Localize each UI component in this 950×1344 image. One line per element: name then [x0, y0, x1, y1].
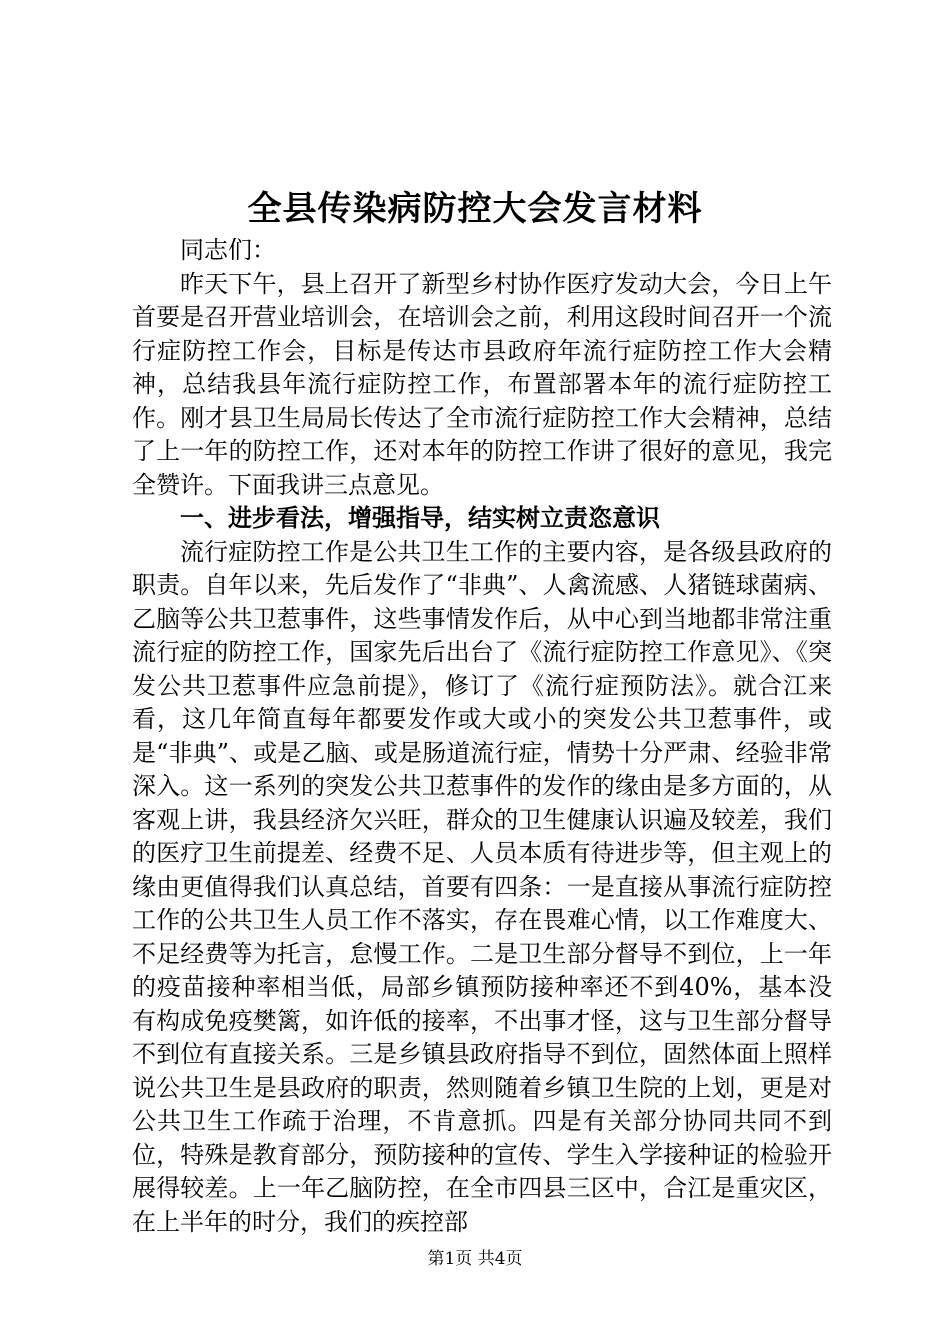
document-body — [132, 234, 832, 1239]
document-title: 全县传染病防控大会发言材料 — [247, 189, 703, 229]
page-number-footer: 第1页 共4页 — [427, 1249, 523, 1269]
intro-paragraph: 昨天下午，县上召开了新型乡村协作医疗发动大会，今日上午首要是召开营业培训会，在培训会之前，利用这段时间召开一个流行症防控工作会，目标是传达市县政府年流行症防控工作大会精神，总结我县年流行症防控工作，布置部署本年的流行症防控工作。刚才县卫生局局长传达了全市流行症防控工作大会精神，总结了上一年的防控工作，还对本年的防控工作讲了很好的意见，我完全赞许。下面我讲三点意见。 — [132, 269, 832, 499]
salutation: 同志们： — [180, 236, 276, 264]
section-heading: 一、进步看法，增强指导，结实树立责恣意识 — [180, 504, 660, 532]
section-paragraph: 流行症防控工作是公共卫生工作的主要内容，是各级县政府的职责。自年以来，先后发作了“非典”、人禽流感、人猪链球菌病、乙脑等公共卫惹事件，这些事情发作后，从中心到当地都非常注重流行症的防控工作，国家先后出台了《流行症防控工作意见》、《突发公共卫惹事件应急前提》，修订了《流行症预防法》。就合江来看，这几年简直每年都要发作或大或小的突发公共卫惹事件，或是“非典”、或是乙脑、或是肠道流行症，情势十分严肃、经验非常深入。这一系列的突发公共卫惹事件的发作的缘由是多方面的，从客观上讲，我县经济欠兴旺，群众的卫生健康认识遍及较差，我们的医疗卫生前提差、经费不足、人员本质有待进步等，但主观上的缘由更值得我们认真总结，首要有四条：一是直接从事流行症防控工作的公共卫生人员工作不落实，存在畏难心情，以工作难度大、不足经费等为托言，怠慢工作。二是卫生部分督导不到位，上一年的疫苗接种率相当低，局部乡镇预防接种率还不到40%，基本没有构成免疫樊篱，如许低的接率，不出事才怪，这与卫生部分督导不到位有直接关系。三是乡镇县政府指导不到位，固然体面上照样说公共卫生是县政府的职责，然则随着乡镇卫生院的上划，更是对公共卫生工作疏于治理，不肯意抓。四是有关部分协同共同不到位，特殊是教育部分，预防接种的宣传、学生入学接种证的检验开展得较差。上一年乙脑防控，在全市四县三区中，合江是重灾区，在上半年的时分，我们的疾控部 — [132, 537, 832, 1236]
